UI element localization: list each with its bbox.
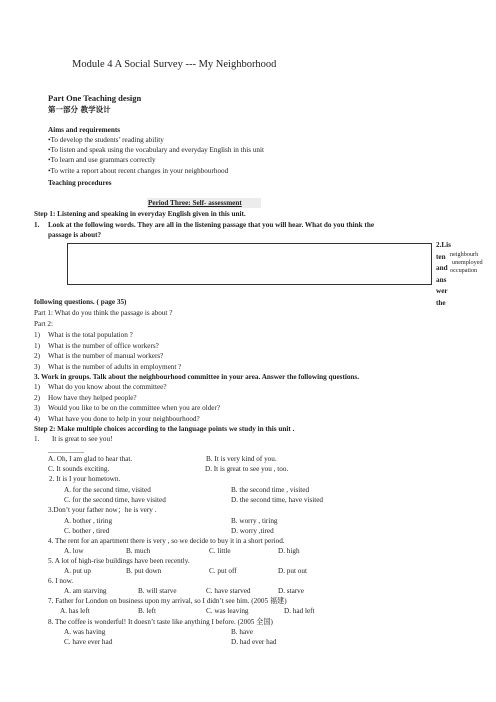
list-number: 4) bbox=[34, 415, 40, 423]
list-number: 1) bbox=[34, 342, 40, 350]
mc-option: D. starve bbox=[278, 587, 304, 595]
mc-question: It is great to see you! bbox=[52, 435, 113, 443]
q2-side-text: 2.Lis ten and ans wer the bbox=[436, 241, 451, 307]
list-number: 2) bbox=[34, 352, 40, 360]
part1-question: Part 1: What do you think the passage is about ? bbox=[34, 309, 173, 317]
mc-number: 1. bbox=[34, 435, 40, 443]
list-number: 2) bbox=[34, 394, 40, 402]
mc-option: B. put down bbox=[126, 567, 162, 575]
aim-item: •To develop the students’ reading ability bbox=[48, 136, 164, 144]
mc-option: C. was leaving bbox=[206, 607, 249, 615]
mc-question: 6. I now. bbox=[48, 577, 74, 585]
mc-option: B. the second time , visited bbox=[231, 486, 310, 494]
list-item: How have they helped people? bbox=[48, 394, 137, 402]
mc-option: A. Oh, I am glad to hear that. bbox=[48, 455, 133, 463]
list-item: What do you know about the committee? bbox=[48, 383, 167, 391]
list-item: What is the number of manual workers? bbox=[48, 352, 164, 360]
box-word-list bbox=[450, 251, 483, 276]
mc-question: 3.Don’t your father now；he is very . bbox=[48, 506, 157, 514]
list-item: What is the total population ? bbox=[48, 331, 133, 339]
mc-option: C. little bbox=[209, 547, 231, 555]
mc-option: B. It is very kind of you. bbox=[206, 455, 277, 463]
part-one-cn-heading: 第一部分 教学设计 bbox=[48, 105, 111, 114]
q1-number: 1. bbox=[34, 221, 40, 229]
mc-option: C. bother , tired bbox=[64, 527, 110, 535]
mc-option: A. for the second time, visited bbox=[64, 486, 151, 494]
mc-option: C. have ever had bbox=[64, 638, 113, 646]
list-item: What have you done to help in your neighbourhood? bbox=[48, 415, 200, 423]
mc-option: D. had left bbox=[284, 607, 315, 615]
part2-label: Part 2: bbox=[34, 320, 53, 328]
page-title: Module 4 A Social Survey --- My Neighborhood bbox=[72, 59, 277, 70]
mc-question: 2. It is I your hometown. bbox=[49, 475, 121, 483]
mc-option: D. put out bbox=[278, 567, 307, 575]
aim-item: •To learn and use grammars correctly bbox=[48, 156, 156, 164]
period-heading: Period Three: Self- assessment bbox=[148, 199, 242, 207]
box-word: unemployed bbox=[452, 259, 483, 267]
mc-option: A. bother , tiring bbox=[64, 517, 113, 525]
q3-heading: 3. Work in groups. Talk about the neighbourhood committee in your area. Answer the following questions. bbox=[34, 373, 360, 381]
mc-option: C. It sounds exciting. bbox=[48, 465, 110, 473]
mc-option: A. am starving bbox=[64, 587, 107, 595]
box-word: occupation bbox=[450, 267, 478, 275]
mc-option: C. for the second time, have visited bbox=[64, 496, 166, 504]
mc-answer-blank: __________ bbox=[48, 446, 84, 454]
mc-option: D. It is great to see you , too. bbox=[205, 465, 289, 473]
procedures-heading: Teaching procedures bbox=[48, 179, 112, 187]
list-item: What is the number of office workers? bbox=[48, 342, 159, 350]
mc-option: A. put up bbox=[64, 567, 91, 575]
mc-option: D. had ever had bbox=[231, 638, 277, 646]
aims-heading: Aims and requirements bbox=[48, 126, 121, 134]
mc-question: 7. Father for London on business upon my arrival, so I didn’t see him. (2005 福建) bbox=[48, 597, 287, 605]
list-item: Would you like to be on the committee when you are older? bbox=[48, 404, 221, 412]
mc-option: B. left bbox=[138, 607, 156, 615]
q1-text-cont: passage is about? bbox=[48, 231, 102, 239]
list-number: 3) bbox=[34, 404, 40, 412]
aim-item: •To listen and speak using the vocabulary and everyday English in this unit bbox=[48, 146, 264, 154]
mc-question: 8. The coffee is wonderful! It doesn’t taste like anything I before. (2005 全国) bbox=[48, 618, 273, 626]
list-number: 3) bbox=[34, 363, 40, 371]
word-box bbox=[67, 243, 432, 285]
box-word: neighbourh bbox=[450, 251, 479, 258]
mc-option: B. worry , tiring bbox=[231, 517, 278, 525]
mc-option: A. has left bbox=[60, 607, 90, 615]
step2-heading: Step 2: Make multiple choices according to the language points we study in this unit . bbox=[34, 425, 295, 433]
mc-option: A. was having bbox=[64, 628, 106, 636]
mc-option: D. high bbox=[278, 547, 300, 555]
following-questions: following questions. ( page 35) bbox=[34, 298, 127, 306]
part-one-heading: Part One Teaching design bbox=[48, 93, 142, 103]
list-item: What is the number of adults in employment ? bbox=[48, 363, 182, 371]
mc-option: B. will starve bbox=[138, 587, 177, 595]
step1-heading: Step 1: Listening and speaking in everyday English given in this unit. bbox=[34, 210, 246, 218]
list-number: 1) bbox=[34, 331, 40, 339]
list-number: 1) bbox=[34, 383, 40, 391]
mc-question: 4. The rent for an apartment there is very , so we decide to buy it in a short period. bbox=[48, 537, 285, 545]
mc-option: D. worry ,tired bbox=[231, 527, 274, 535]
mc-option: A. low bbox=[64, 547, 84, 555]
mc-question: 5. A lot of high-rise buildings have been recently. bbox=[48, 557, 190, 565]
mc-option: B. much bbox=[126, 547, 151, 555]
aim-item: •To write a report about recent changes in your neighbourhood bbox=[48, 167, 229, 175]
mc-option: B. have bbox=[231, 628, 253, 636]
mc-option: D. the second time, have visited bbox=[231, 496, 324, 504]
q1-text: Look at the following words. They are all in the listening passage that you will hear. What do you think the bbox=[48, 221, 375, 229]
mc-option: C. put off bbox=[209, 567, 237, 575]
mc-option: C. have starved bbox=[206, 587, 251, 595]
